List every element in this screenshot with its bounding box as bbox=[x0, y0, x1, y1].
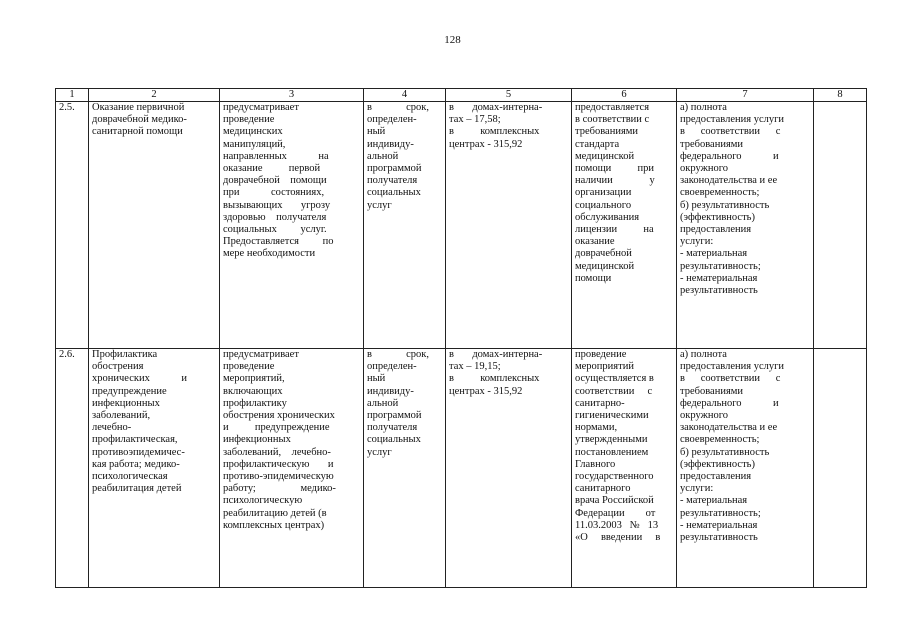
cell-line: хронических и bbox=[92, 373, 187, 385]
cell-line: лицензии на bbox=[575, 224, 654, 236]
cell-line: услуги: bbox=[680, 483, 714, 495]
cell-line: б) результативность bbox=[680, 446, 770, 458]
cell-line: реабилитация детей bbox=[92, 483, 182, 495]
cell-line: санитарного bbox=[575, 483, 631, 495]
cell-line: законодательства и ее bbox=[680, 422, 778, 434]
cell-line: программой bbox=[367, 163, 422, 175]
quality-indicators-cell bbox=[677, 102, 814, 349]
cell-line: - материальная bbox=[680, 495, 748, 507]
cell-line: своевременность; bbox=[680, 187, 760, 199]
cell-line: в комплексных bbox=[449, 126, 540, 138]
table-row bbox=[56, 102, 867, 349]
cell-line: «О введении в bbox=[575, 532, 661, 544]
cell-line: предоставления услуги bbox=[680, 114, 785, 126]
tariff-cell bbox=[446, 102, 572, 349]
cell-line: (эффективность) bbox=[680, 458, 755, 470]
cell-line: индивиду- bbox=[367, 385, 414, 397]
cell-line: социальных bbox=[367, 434, 421, 446]
cell-line: здоровью получателя bbox=[223, 211, 327, 223]
cell-line: проведение bbox=[575, 349, 627, 360]
cell-line: инфекционных bbox=[92, 397, 160, 409]
cell-line: услуг bbox=[367, 446, 392, 458]
row-number-cell: 2.6. bbox=[56, 349, 89, 588]
cell-line: определен- bbox=[367, 114, 417, 126]
cell-line: оказание bbox=[575, 236, 615, 248]
cell-line: доврачебной помощи bbox=[223, 175, 327, 187]
cell-line: получателя bbox=[367, 422, 418, 434]
term-cell bbox=[364, 349, 446, 588]
cell-line: центрах - 315,92 bbox=[449, 138, 523, 150]
cell-line: тах – 17,58; bbox=[449, 114, 501, 126]
cell-line: помощи при bbox=[575, 163, 655, 175]
column-header: 6 bbox=[572, 89, 677, 102]
cell-line: государственного bbox=[575, 471, 654, 483]
cell-line: ный bbox=[367, 126, 386, 138]
cell-line: предоставляется bbox=[575, 102, 650, 113]
cell-line: в соответствии с bbox=[680, 126, 781, 138]
cell-line: гигиеническими bbox=[575, 410, 649, 422]
cell-line: ный bbox=[367, 373, 386, 385]
cell-line: противоэпидемичес- bbox=[92, 446, 185, 458]
cell-line: федерального и bbox=[680, 150, 779, 162]
cell-line: Профилактика bbox=[92, 349, 158, 360]
cell-line: доврачебной медико- bbox=[92, 114, 187, 126]
cell-line: - нематериальная bbox=[680, 519, 758, 531]
cell-line: и предупреждение bbox=[223, 422, 330, 434]
cell-line: предоставления bbox=[680, 224, 752, 236]
cell-line: проведение bbox=[223, 114, 275, 126]
cell-line: результативность; bbox=[680, 507, 761, 519]
cell-line: психологическую bbox=[223, 495, 303, 507]
extra-cell bbox=[814, 102, 867, 349]
cell-line: врача Российской bbox=[575, 495, 654, 507]
cell-line: предупреждение bbox=[92, 385, 167, 397]
cell-line: предусматривает bbox=[223, 102, 299, 113]
cell-line: 11.03.2003 № 13 bbox=[575, 519, 659, 531]
cell-line: включающих bbox=[223, 385, 283, 397]
table-body bbox=[56, 102, 867, 588]
cell-line: при состояниях, bbox=[223, 187, 325, 199]
cell-line: нормами, bbox=[575, 422, 618, 434]
conditions-cell bbox=[572, 102, 677, 349]
cell-line: обострения bbox=[92, 361, 144, 373]
cell-line: профилактическую и bbox=[223, 458, 334, 470]
cell-line: лечебно- bbox=[92, 422, 132, 434]
cell-line: федерального и bbox=[680, 397, 779, 409]
cell-line: результативность; bbox=[680, 260, 761, 272]
service-name-cell bbox=[89, 349, 220, 588]
cell-line: санитарно- bbox=[575, 397, 625, 409]
cell-line: предоставления услуги bbox=[680, 361, 785, 373]
cell-line: социального bbox=[575, 199, 632, 211]
cell-line: требованиями bbox=[575, 126, 639, 138]
cell-line: определен- bbox=[367, 361, 417, 373]
cell-line: помощи bbox=[575, 272, 612, 284]
quality-indicators-cell bbox=[677, 349, 814, 588]
cell-line: доврачебной bbox=[575, 248, 632, 260]
cell-line: мере необходимости bbox=[223, 248, 316, 260]
cell-line: организации bbox=[575, 187, 632, 199]
cell-line: в срок, bbox=[367, 102, 429, 113]
cell-line: инфекционных bbox=[223, 434, 291, 446]
cell-line: программой bbox=[367, 410, 422, 422]
cell-line: получателя bbox=[367, 175, 418, 187]
cell-line: социальных bbox=[367, 187, 421, 199]
cell-line: услуги: bbox=[680, 236, 714, 248]
cell-line: медицинской bbox=[575, 150, 635, 162]
cell-line: социальных услуг. bbox=[223, 224, 327, 236]
cell-line: - материальная bbox=[680, 248, 748, 260]
extra-cell bbox=[814, 349, 867, 588]
cell-line: а) полнота bbox=[680, 349, 727, 360]
cell-line: в домах-интерна- bbox=[449, 102, 543, 113]
column-header: 2 bbox=[89, 89, 220, 102]
column-header: 5 bbox=[446, 89, 572, 102]
cell-line: в соответствии с bbox=[680, 373, 781, 385]
cell-line: проведение bbox=[223, 361, 275, 373]
cell-line: услуг bbox=[367, 199, 392, 211]
cell-line: предоставления bbox=[680, 471, 752, 483]
cell-line: окружного bbox=[680, 410, 728, 422]
cell-line: (эффективность) bbox=[680, 211, 755, 223]
cell-line: обострения хронических bbox=[223, 410, 335, 422]
cell-line: предусматривает bbox=[223, 349, 299, 360]
cell-line: стандарта bbox=[575, 138, 620, 150]
cell-line: работу; медико- bbox=[223, 483, 336, 495]
cell-line: направленных на bbox=[223, 150, 329, 162]
cell-line: - нематериальная bbox=[680, 272, 758, 284]
cell-line: постановлением bbox=[575, 446, 649, 458]
cell-line: окружного bbox=[680, 163, 728, 175]
cell-line: профилактику bbox=[223, 397, 287, 409]
cell-line: мероприятий, bbox=[223, 373, 285, 385]
cell-line: заболеваний, лечебно- bbox=[223, 446, 331, 458]
cell-line: тах – 19,15; bbox=[449, 361, 501, 373]
cell-line: психологическая bbox=[92, 471, 168, 483]
cell-line: медицинских bbox=[223, 126, 283, 138]
cell-line: своевременность; bbox=[680, 434, 760, 446]
term-cell bbox=[364, 102, 446, 349]
services-table bbox=[55, 88, 867, 588]
cell-line: противо-эпидемическую bbox=[223, 471, 334, 483]
cell-line: вызывающих угрозу bbox=[223, 199, 331, 211]
service-description-cell bbox=[220, 102, 364, 349]
cell-line: оказание первой bbox=[223, 163, 321, 175]
cell-line: медицинской bbox=[575, 260, 635, 272]
tariff-cell bbox=[446, 349, 572, 588]
cell-line: реабилитацию детей (в bbox=[223, 507, 327, 519]
table-row bbox=[56, 349, 867, 588]
cell-line: утвержденными bbox=[575, 434, 648, 446]
cell-line: требованиями bbox=[680, 385, 744, 397]
column-header: 4 bbox=[364, 89, 446, 102]
column-header: 1 bbox=[56, 89, 89, 102]
cell-line: соответствии с bbox=[575, 385, 653, 397]
cell-line: кая работа; медико- bbox=[92, 458, 180, 470]
cell-line: манипуляций, bbox=[223, 138, 286, 150]
cell-line: в комплексных bbox=[449, 373, 540, 385]
cell-line: индивиду- bbox=[367, 138, 414, 150]
page-number: 128 bbox=[444, 34, 461, 46]
cell-line: заболеваний, bbox=[92, 410, 151, 422]
cell-line: обслуживания bbox=[575, 211, 640, 223]
cell-line: а) полнота bbox=[680, 102, 727, 113]
column-number-row bbox=[56, 89, 867, 102]
cell-line: санитарной помощи bbox=[92, 126, 183, 138]
cell-line: в домах-интерна- bbox=[449, 349, 543, 360]
column-header: 3 bbox=[220, 89, 364, 102]
cell-line: Федерации от bbox=[575, 507, 656, 519]
cell-line: альной bbox=[367, 397, 399, 409]
row-number-cell: 2.5. bbox=[56, 102, 89, 349]
cell-line: осуществляется в bbox=[575, 373, 654, 385]
cell-line: альной bbox=[367, 150, 399, 162]
cell-line: профилактическая, bbox=[92, 434, 178, 446]
service-description-cell bbox=[220, 349, 364, 588]
cell-line: мероприятий bbox=[575, 361, 634, 373]
cell-line: б) результативность bbox=[680, 199, 770, 211]
cell-line: комплексных центрах) bbox=[223, 519, 325, 531]
cell-line: результативность bbox=[680, 532, 758, 544]
cell-line: требованиями bbox=[680, 138, 744, 150]
cell-line: Главного bbox=[575, 458, 616, 470]
cell-line: Оказание первичной bbox=[92, 102, 185, 113]
cell-line: центрах - 315,92 bbox=[449, 385, 523, 397]
service-name-cell bbox=[89, 102, 220, 349]
cell-line: Предоставляется по bbox=[223, 236, 334, 248]
column-header: 7 bbox=[677, 89, 814, 102]
cell-line: результативность bbox=[680, 285, 758, 297]
column-header: 8 bbox=[814, 89, 867, 102]
conditions-cell bbox=[572, 349, 677, 588]
cell-line: в соответствии с bbox=[575, 114, 650, 126]
cell-line: наличии у bbox=[575, 175, 655, 187]
cell-line: в срок, bbox=[367, 349, 429, 360]
cell-line: законодательства и ее bbox=[680, 175, 778, 187]
